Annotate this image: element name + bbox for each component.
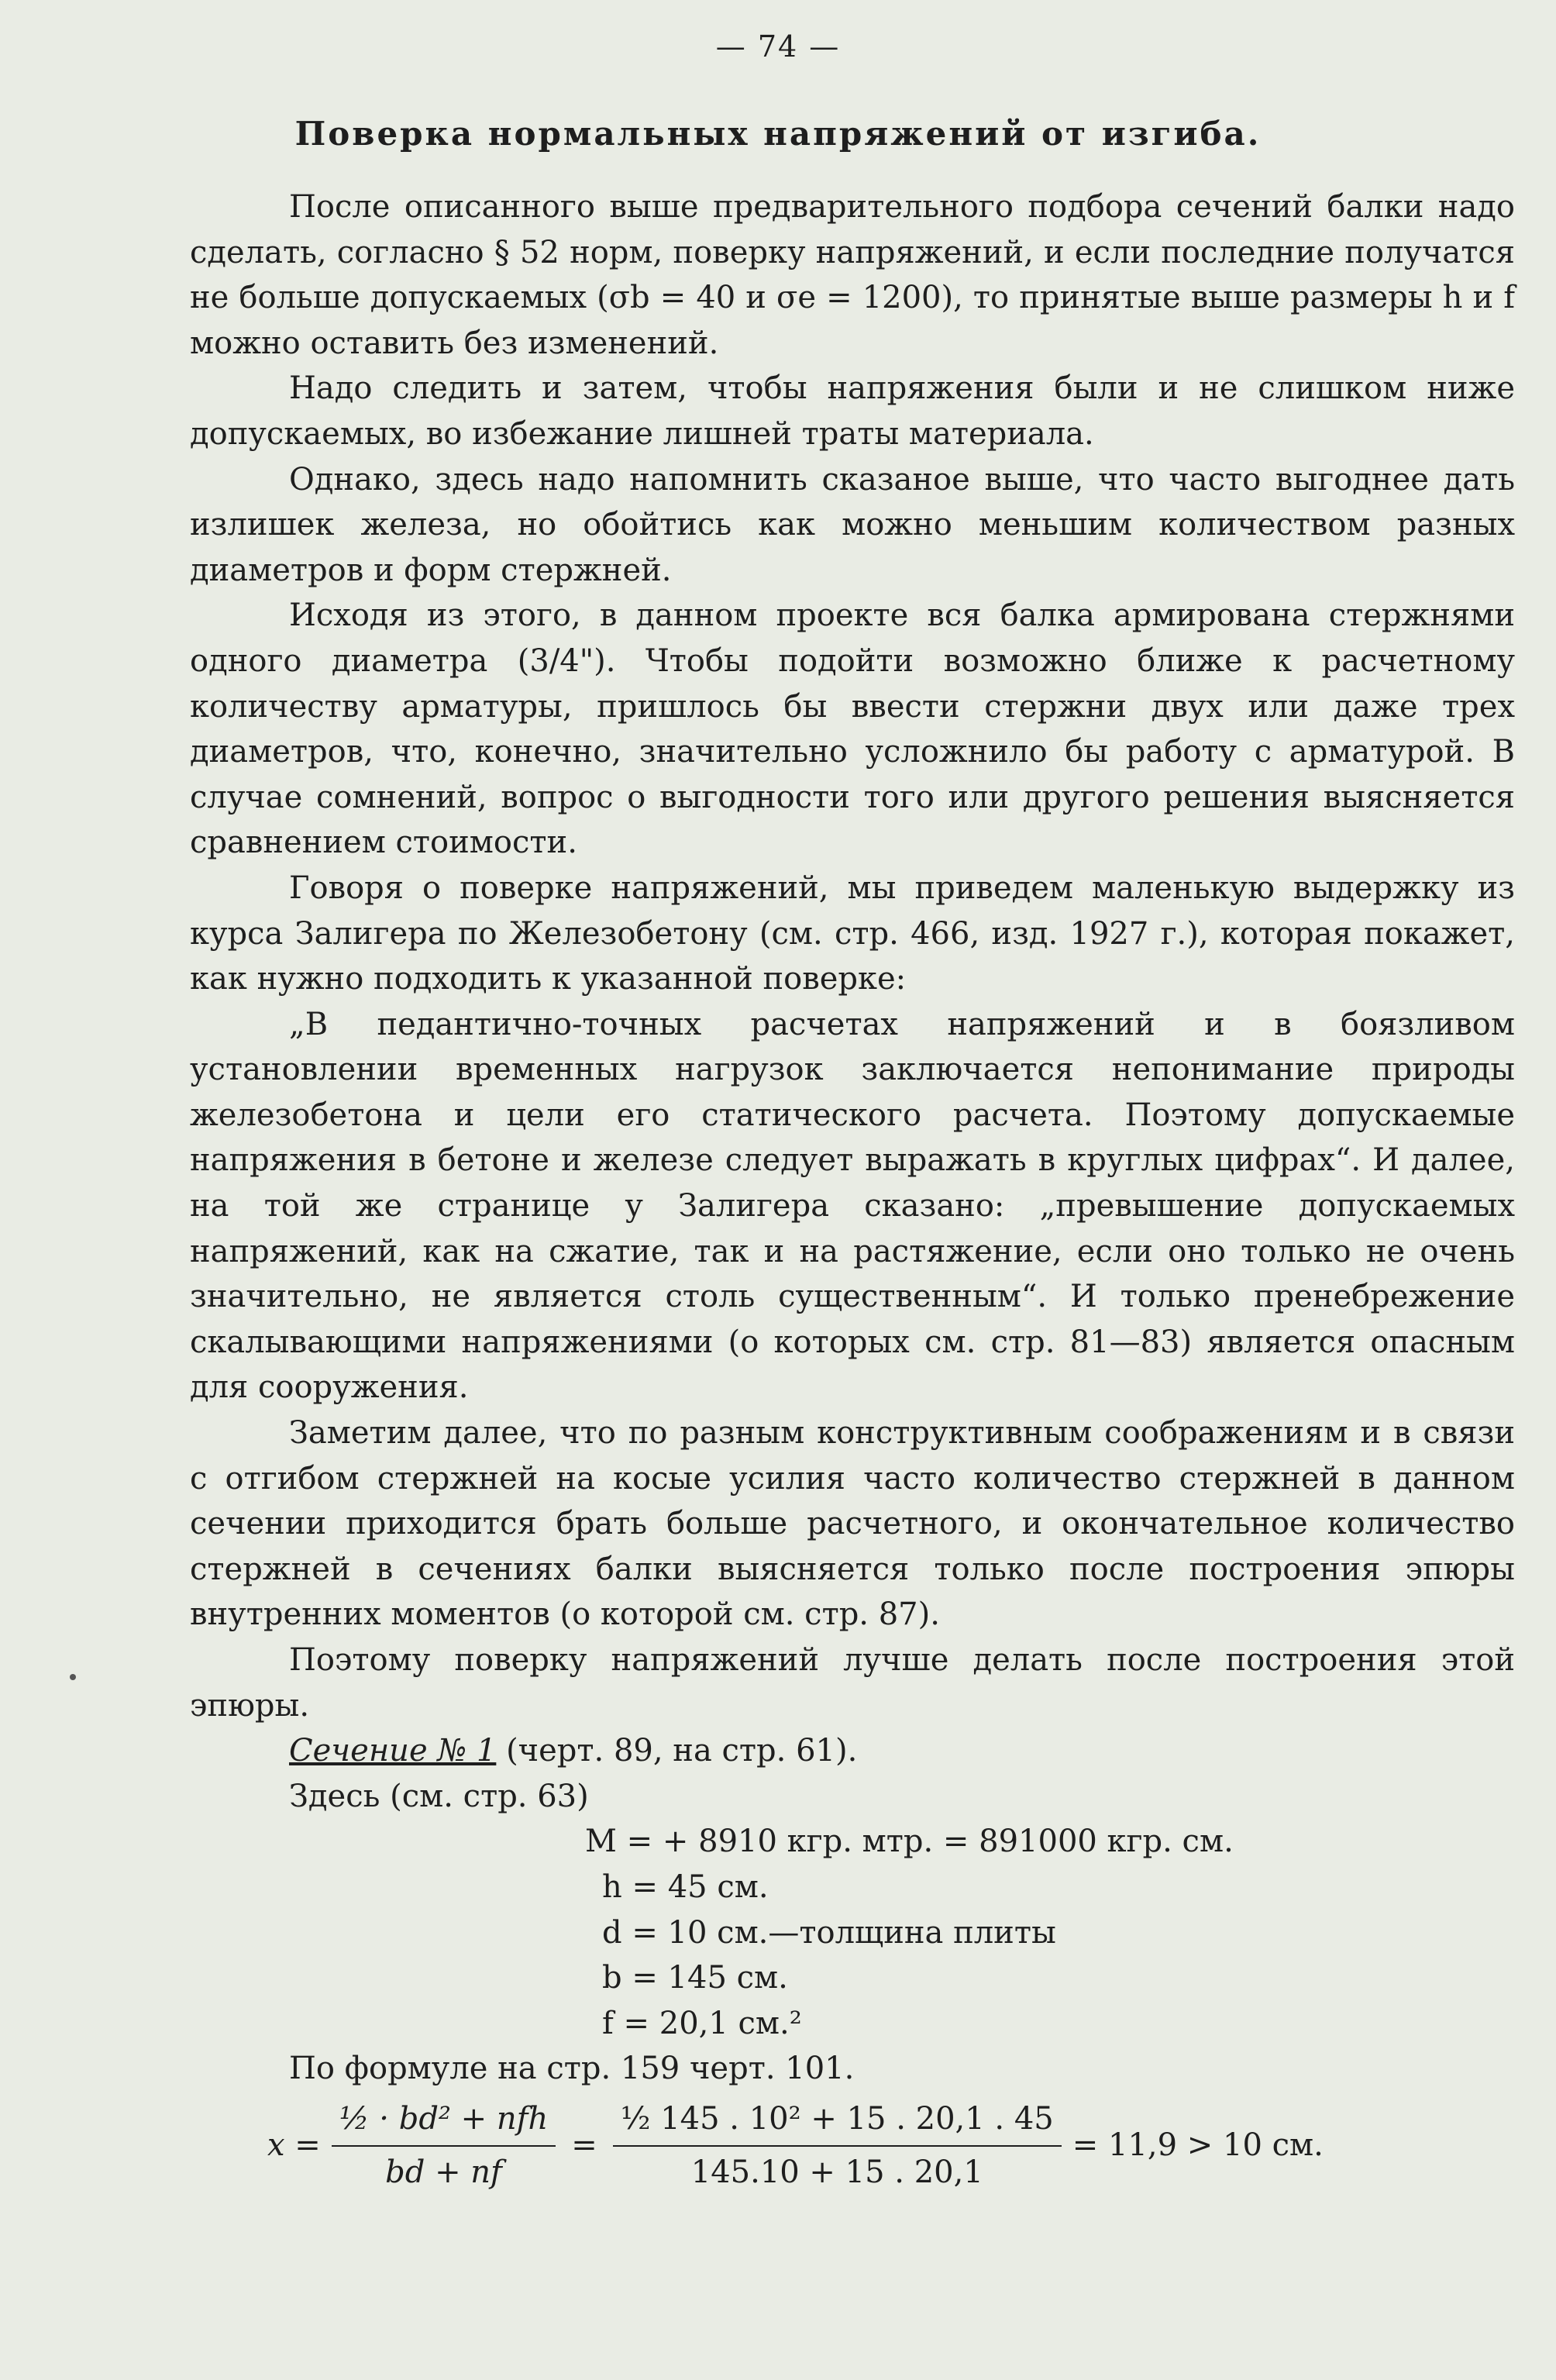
paragraph: Говоря о поверке напряжений, мы приведем маленькую выдержку из курса Залигера по Железобетону (см. стр. 466, изд. 1927 г.), которая покажет, как нужно подходить к указанной поверке: [190,870,1515,997]
given-steel-area: f = 20,1 см.² [602,2005,802,2041]
formula-denominator-symbolic: bd + nf [385,2154,502,2190]
paragraph: Однако, здесь надо напомнить сказаное выше, что часто выгоднее дать излишек железа, но обойтись как можно меньшим количеством разных диаметров и форм стержней. [190,461,1515,588]
section-title: Сечение № 1 [289,1733,497,1769]
page-heading: Поверка нормальных напряжений от изгиба. [294,115,1262,153]
paragraph: Исходя из этого, в данном проекте вся балка армирована стержнями одного диаметра (3/4"). Чтобы подойти возможно ближе к расчетному количеству арматуры, пришлось бы ввести стержни двух или даже трех диаметров, что, конечно, значительно усложнило бы работу с арматурой. В случае сомнений, вопрос о выгодности того или другого решения выясняется сравнением стоимости. [190,598,1515,861]
formula-result: = 11,9 > 10 см. [1072,2127,1324,2164]
formula-fraction-symbolic [332,2096,556,2195]
section-here-line: Здесь (см. стр. 63) [289,1778,589,1814]
given-slab-thickness: d = 10 см.—толщина плиты [602,1914,1056,1951]
neutral-axis-formula [190,2096,1515,2195]
paragraph: Поэтому поверку напряжений лучше делать после построения этой эпюры. [190,1642,1515,1724]
body-text [190,184,1515,2195]
margin-speck [70,1674,76,1680]
section-heading-line [190,1728,1515,1774]
formula-intro: По формуле на стр. 159 черт. 101. [289,2051,855,2087]
page-number: — 74 — [715,29,841,64]
formula-numerator-symbolic: ½ · bd² + nfh [332,2096,556,2147]
quote-paragraph: „В педантично-точных расчетах напряжений и в боязливом установлении временных нагрузок заключается непонимание природы железобетона и цели его статического расчета. Поэтому допускаемые напряжения в бетоне и железе следует выражать в круглых цифрах“. И далее, на той же странице у Залигера сказано: „превышение допускаемых напряжений, как на сжатие, так и на растяжение, если оно только не очень значительно, не является столь существенным“. И только пренебрежение скалывающими напряжениями (о которых см. стр. 81—83) является опасным для сооружения. [190,1006,1515,1406]
formula-numerator-numeric: ½ 145 . 10² + 15 . 20,1 . 45 [613,2096,1062,2147]
section-reference: (черт. 89, на стр. 61). [506,1733,858,1769]
formula-fraction-numeric [613,2096,1062,2195]
formula-denominator-numeric: 145.10 + 15 . 20,1 [690,2154,983,2190]
given-moment: M = + 8910 кгр. мтр. = 891000 кгр. см. [585,1824,1234,1860]
formula-equals: = [571,2127,597,2164]
paragraph: Надо следить и затем, чтобы напряжения были и не слишком ниже допускаемых, во избежание лишней траты материала. [190,370,1515,452]
formula-lhs: x = [267,2127,321,2164]
paragraph: После описанного выше предварительного подбора сечений балки надо сделать, согласно § 52 норм, поверку напряжений, и если последние получатся не больше допускаемых (σb = 40 и σe = 1200), то принятые выше размеры h и f можно оставить без изменений. [190,189,1515,361]
given-width: b = 145 см. [602,1960,788,1996]
given-height: h = 45 см. [602,1869,769,1905]
given-values [190,1819,1515,2046]
paragraph: Заметим далее, что по разным конструктивным соображениям и в связи с отгибом стержней на косые усилия часто количество стержней в данном сечении приходится брать больше расчетного, и окончательное количество стержней в сечениях балки выясняется только после построения эпюры внутренних моментов (о которой см. стр. 87). [190,1415,1515,1633]
